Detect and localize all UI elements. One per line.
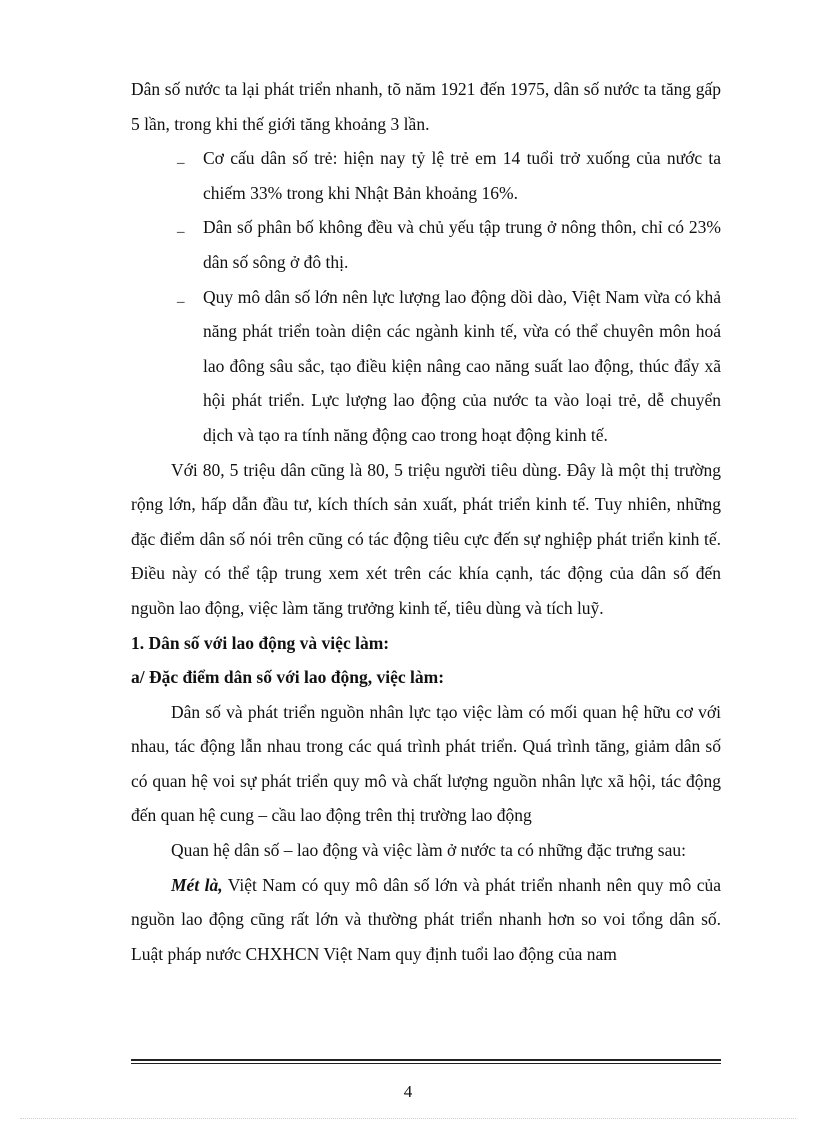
bullet-item-labor-force xyxy=(131,280,721,453)
bullet-text: Cơ cấu dân số trẻ: hiện nay tỷ lệ trẻ em 14 tuổi trở xuống của nước ta chiếm 33% trong khi Nhật Bản khoảng 16%. xyxy=(203,148,721,203)
lead-phrase: Mét là, xyxy=(171,874,223,895)
page-bottom-border xyxy=(20,1118,796,1119)
paragraph-characteristics-intro: Quan hệ dân số – lao động và việc làm ở nước ta có những đặc trưng sau: xyxy=(171,840,686,861)
paragraph-population-growth: Dân số nước ta lại phát triển nhanh, tõ năm 1921 đến 1975, dân số nước ta tăng gấp 5 lần, trong khi thế giới tăng khoảng 3 lần. xyxy=(131,79,721,134)
bullet-item-distribution xyxy=(131,210,721,279)
section-heading: 1. Dân số với lao động và việc làm: xyxy=(131,632,390,653)
bullet-text: Quy mô dân số lớn nên lực lượng lao động dồi dào, Việt Nam vừa có khả năng phát triển toàn diện các ngành kinh tế, vừa có thể chuyên môn hoá lao đông sâu sắc, tạo điều kiện nâng cao năng suất lao động, thúc đẩy xã hội phát triển. Lực lượng lao động của nước ta vào loại trẻ, dễ chuyển dịch và tạo ra tính năng động cao trong hoạt động kinh tế. xyxy=(203,286,721,445)
bullet-mark: _ xyxy=(177,150,185,167)
bullet-item-age-structure xyxy=(131,141,721,210)
page-body xyxy=(131,72,721,971)
paragraph-relationship: Dân số và phát triển nguồn nhân lực tạo việc làm có mối quan hệ hữu cơ với nhau, tác động lẫn nhau trong các quá trình phát triển. Quá trình tăng, giảm dân số có quan hệ voi sự phát triển quy mô và chất lượng nguồn nhân lực xã hội, tác động đến quan hệ cung – cầu lao động trên thị trường lao động xyxy=(131,701,721,826)
page-number: 4 xyxy=(403,1082,413,1101)
subsection-heading: a/ Đặc điểm dân số với lao động, việc làm: xyxy=(131,667,445,688)
paragraph-consumers: Với 80, 5 triệu dân cũng là 80, 5 triệu người tiêu dùng. Đây là một thị trường rộng lớn, hấp dẫn đầu tư, kích thích sản xuất, phát triển kinh tế. Tuy nhiên, những đặc điểm dân số nói trên cũng có tác động tiêu cực đến sự nghiệp phát triển kinh tế. Điều này có thể tập trung xem xét trên các khía cạnh, tác động của dân số đến nguồn lao động, việc làm tăng trưởng kinh tế, tiêu dùng và tích luỹ. xyxy=(131,459,721,618)
bullet-mark: _ xyxy=(177,219,185,236)
bullet-text: Dân số phân bố không đều và chủ yếu tập trung ở nông thôn, chỉ có 23% dân số sông ở đô thị. xyxy=(203,217,721,272)
bullet-mark: _ xyxy=(177,288,185,305)
paragraph-text: Việt Nam có quy mô dân số lớn và phát triển nhanh nên quy mô của nguồn lao động cũng rất lớn và thường phát triển nhanh hơn so voi tổng dân số. Luật pháp nước CHXHCN Việt Nam quy định tuổi lao động của nam xyxy=(131,874,721,964)
paragraph-first-characteristic xyxy=(131,868,721,972)
bullet-list xyxy=(131,141,721,452)
footer-divider xyxy=(131,1059,721,1064)
